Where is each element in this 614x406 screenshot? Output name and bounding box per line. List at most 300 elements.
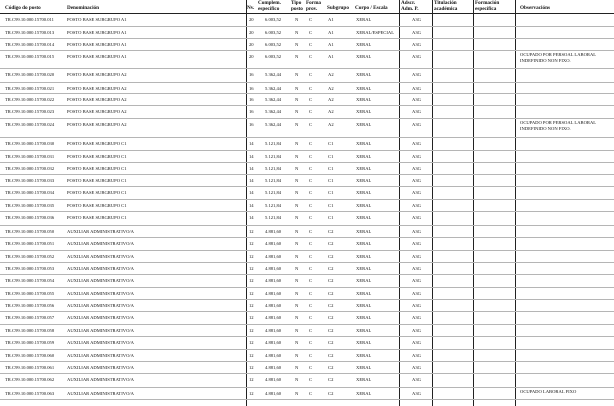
cell-codigo: TR.C99.10.000.15700.056 <box>5 303 55 308</box>
cell-adscr: A3G <box>412 86 421 91</box>
cell-subgrupo: C1 <box>328 166 334 171</box>
cell-forma: C <box>309 391 313 396</box>
cell-forma: C <box>309 190 313 195</box>
cell-codigo: TR.C99.10.000.15700.014 <box>5 42 55 47</box>
cell-complemento: 4.881,60 <box>265 254 282 259</box>
cell-nivel: 16 <box>249 97 254 102</box>
cell-complemento: 4.881,60 <box>265 291 282 296</box>
row-rule <box>0 38 614 39</box>
cell-corpo: XERAL <box>356 365 372 370</box>
cell-corpo: XERAL <box>356 154 372 159</box>
cell-tipo: N <box>295 54 299 59</box>
cell-denominacion: POSTO BASE SUBGRUPO C1 <box>67 178 127 183</box>
cell-tipo: N <box>295 391 299 396</box>
column-divider <box>515 0 516 406</box>
column-divider <box>432 0 433 406</box>
cell-forma: C <box>309 254 313 259</box>
cell-adscr: A3G <box>412 254 421 259</box>
cell-adscr: A3G <box>412 178 421 183</box>
cell-subgrupo: C2 <box>328 254 334 259</box>
cell-nivel: 20 <box>249 54 254 59</box>
cell-tipo: N <box>295 303 299 308</box>
cell-forma: C <box>309 141 313 146</box>
cell-forma: C <box>309 154 313 159</box>
cell-nivel: 12 <box>249 328 254 333</box>
cell-corpo: XERAL <box>356 278 372 283</box>
cell-forma: C <box>309 291 313 296</box>
column-divider <box>246 0 247 406</box>
row-rule <box>0 387 614 388</box>
row-rule <box>0 225 614 226</box>
cell-subgrupo: C1 <box>328 154 334 159</box>
cell-complemento: 4.881,60 <box>265 266 282 271</box>
cell-corpo: XERAL <box>356 203 372 208</box>
row-rule <box>0 299 614 300</box>
cell-tipo: N <box>295 97 299 102</box>
cell-adscr: A3G <box>412 166 421 171</box>
cell-adscr: A3G <box>412 122 421 127</box>
cell-codigo: TR.C99.10.000.15700.050 <box>5 229 55 234</box>
cell-adscr: A3G <box>412 291 421 296</box>
cell-subgrupo: A2 <box>328 97 334 102</box>
header-adscr: Adscr. Adm. P. <box>401 0 419 12</box>
cell-adscr: A3G <box>412 229 421 234</box>
row-rule <box>0 336 614 337</box>
cell-codigo: TR.C99.10.000.15700.058 <box>5 328 55 333</box>
row-rule <box>0 274 614 275</box>
cell-complemento: 4.881,60 <box>265 340 282 345</box>
cell-adscr: A3G <box>412 17 421 22</box>
cell-nivel: 12 <box>249 391 254 396</box>
cell-complemento: 4.881,60 <box>265 377 282 382</box>
row-rule <box>0 361 614 362</box>
cell-subgrupo: C2 <box>328 328 334 333</box>
cell-subgrupo: C2 <box>328 365 334 370</box>
cell-observaciones: OCUPADO POR PERSOAL LABORAL <box>520 120 597 125</box>
cell-nivel: 16 <box>249 86 254 91</box>
header-titulacion: Titulación académica <box>434 0 458 12</box>
cell-corpo: XERAL <box>356 340 372 345</box>
header-subgrupo: Subgrupo <box>327 5 349 11</box>
cell-tipo: N <box>295 254 299 259</box>
row-rule <box>0 162 614 163</box>
cell-codigo: TR.C99.10.000.15700.036 <box>5 215 55 220</box>
cell-codigo: TR.C99.10.000.15700.013 <box>5 30 55 35</box>
cell-complemento: 5.121,84 <box>265 203 282 208</box>
cell-complemento: 6.003,52 <box>265 30 282 35</box>
cell-subgrupo: A2 <box>328 86 334 91</box>
cell-tipo: N <box>295 190 299 195</box>
cell-adscr: A3G <box>412 97 421 102</box>
cell-corpo: XERAL <box>356 391 372 396</box>
cell-nivel: 12 <box>249 229 254 234</box>
cell-adscr: A3G <box>412 365 421 370</box>
cell-codigo: TR.C99.10.000.15700.022 <box>5 97 55 102</box>
cell-tipo: N <box>295 215 299 220</box>
cell-forma: C <box>309 266 313 271</box>
cell-adscr: A3G <box>412 109 421 114</box>
cell-subgrupo: C2 <box>328 377 334 382</box>
cell-nivel: 12 <box>249 365 254 370</box>
header-rule <box>0 13 614 14</box>
cell-corpo: XERAL <box>356 254 372 259</box>
cell-tipo: N <box>295 353 299 358</box>
cell-subgrupo: C1 <box>328 141 334 146</box>
cell-adscr: A3G <box>412 266 421 271</box>
cell-nivel: 14 <box>249 178 254 183</box>
cell-adscr: A3G <box>412 190 421 195</box>
cell-nivel: 12 <box>249 315 254 320</box>
cell-tipo: N <box>295 377 299 382</box>
column-divider <box>473 0 474 406</box>
cell-nivel: 20 <box>249 17 254 22</box>
cell-subgrupo: A2 <box>328 122 334 127</box>
cell-tipo: N <box>295 42 299 47</box>
cell-corpo: XERAL <box>356 303 372 308</box>
cell-complemento: 5.121,84 <box>265 190 282 195</box>
row-rule <box>0 399 614 400</box>
cell-observaciones: INDEFINIDO NON FIXO. <box>520 58 571 63</box>
cell-subgrupo: A1 <box>328 17 334 22</box>
cell-complemento: 4.881,60 <box>265 303 282 308</box>
cell-forma: C <box>309 340 313 345</box>
cell-codigo: TR.C99.10.000.15700.054 <box>5 278 55 283</box>
cell-nivel: 12 <box>249 291 254 296</box>
cell-complemento: 5.362,44 <box>265 122 282 127</box>
cell-corpo: XERAL <box>356 291 372 296</box>
cell-corpo: XERAL <box>356 72 372 77</box>
cell-adscr: A3G <box>412 203 421 208</box>
cell-nivel: 16 <box>249 109 254 114</box>
cell-complemento: 5.362,44 <box>265 109 282 114</box>
cell-codigo: TR.C99.10.000.15700.035 <box>5 203 55 208</box>
header-formacion: Formación específica <box>475 0 500 12</box>
cell-corpo: XERAL <box>356 178 372 183</box>
cell-subgrupo: C2 <box>328 266 334 271</box>
cell-adscr: A3G <box>412 154 421 159</box>
cell-corpo: XERAL <box>356 42 372 47</box>
cell-codigo: TR.C99.10.000.15700.052 <box>5 254 55 259</box>
cell-subgrupo: A1 <box>328 42 334 47</box>
cell-forma: C <box>309 303 313 308</box>
cell-corpo: XERAL <box>356 328 372 333</box>
cell-adscr: A3G <box>412 241 421 246</box>
cell-complemento: 4.881,60 <box>265 391 282 396</box>
cell-denominacion: POSTO BASE SUBGRUPO A1 <box>67 17 127 22</box>
cell-nivel: 12 <box>249 278 254 283</box>
cell-nivel: 12 <box>249 303 254 308</box>
cell-nivel: 12 <box>249 353 254 358</box>
cell-codigo: TR.C99.10.000.15700.032 <box>5 166 55 171</box>
cell-forma: C <box>309 109 313 114</box>
cell-denominacion: POSTO BASE SUBGRUPO A1 <box>67 42 127 47</box>
cell-forma: C <box>309 215 313 220</box>
cell-nivel: 12 <box>249 241 254 246</box>
header-tipo: Tipo posto <box>291 0 303 12</box>
row-rule <box>0 137 614 138</box>
cell-complemento: 6.003,52 <box>265 17 282 22</box>
cell-complemento: 5.121,84 <box>265 166 282 171</box>
cell-forma: C <box>309 42 313 47</box>
cell-subgrupo: C2 <box>328 241 334 246</box>
cell-nivel: 12 <box>249 266 254 271</box>
row-rule <box>0 118 614 119</box>
cell-corpo: XERAL <box>356 266 372 271</box>
cell-complemento: 4.881,60 <box>265 241 282 246</box>
cell-adscr: A3G <box>412 54 421 59</box>
row-rule <box>0 174 614 175</box>
cell-denominacion: POSTO BASE SUBGRUPO C1 <box>67 154 127 159</box>
cell-nivel: 12 <box>249 254 254 259</box>
cell-denominacion: AUXILIAR ADMINISTRATIVO/A <box>67 315 134 320</box>
row-rule <box>0 50 614 51</box>
cell-subgrupo: C2 <box>328 340 334 345</box>
cell-denominacion: POSTO BASE SUBGRUPO A2 <box>67 72 127 77</box>
cell-tipo: N <box>295 30 299 35</box>
cell-nivel: 20 <box>249 42 254 47</box>
cell-corpo: XERAL <box>356 54 372 59</box>
cell-observaciones: OCUPADO POR PERSOAL LABORAL <box>520 52 597 57</box>
row-rule <box>0 250 614 251</box>
cell-codigo: TR.C99.10.000.15700.024 <box>5 122 55 127</box>
cell-adscr: A3G <box>412 377 421 382</box>
cell-denominacion: POSTO BASE SUBGRUPO A2 <box>67 97 127 102</box>
cell-complemento: 4.881,60 <box>265 365 282 370</box>
cell-tipo: N <box>295 365 299 370</box>
cell-subgrupo: C2 <box>328 391 334 396</box>
cell-forma: C <box>309 328 313 333</box>
row-rule <box>0 26 614 27</box>
row-rule <box>0 82 614 83</box>
cell-corpo: XERAL <box>356 215 372 220</box>
header-complemento: Complem. específico <box>258 0 281 12</box>
cell-corpo: XERAL <box>356 166 372 171</box>
cell-forma: C <box>309 377 313 382</box>
cell-adscr: A3G <box>412 42 421 47</box>
cell-codigo: TR.C99.10.000.15700.057 <box>5 315 55 320</box>
cell-corpo: XERAL <box>356 190 372 195</box>
cell-denominacion: AUXILIAR ADMINISTRATIVO/A <box>67 254 134 259</box>
cell-denominacion: AUXILIAR ADMINISTRATIVO/A <box>67 291 134 296</box>
row-rule <box>0 211 614 212</box>
cell-adscr: A3G <box>412 340 421 345</box>
cell-subgrupo: C2 <box>328 278 334 283</box>
cell-complemento: 6.003,52 <box>265 54 282 59</box>
row-rule <box>0 262 614 263</box>
header-nivel: Nv. <box>247 5 255 11</box>
cell-denominacion: POSTO BASE SUBGRUPO A2 <box>67 109 127 114</box>
cell-corpo: XERAL/ESPECIAL <box>356 30 395 35</box>
cell-denominacion: AUXILIAR ADMINISTRATIVO/A <box>67 278 134 283</box>
cell-complemento: 4.881,60 <box>265 278 282 283</box>
row-rule <box>0 186 614 187</box>
cell-subgrupo: A1 <box>328 54 334 59</box>
cell-subgrupo: C2 <box>328 229 334 234</box>
cell-corpo: XERAL <box>356 86 372 91</box>
cell-tipo: N <box>295 141 299 146</box>
cell-forma: C <box>309 166 313 171</box>
cell-complemento: 5.121,84 <box>265 154 282 159</box>
cell-codigo: TR.C99.10.000.15700.021 <box>5 86 55 91</box>
cell-subgrupo: A2 <box>328 109 334 114</box>
cell-forma: C <box>309 315 313 320</box>
cell-observaciones: OCUPADO LABORAL FIXO <box>520 389 577 394</box>
cell-denominacion: POSTO BASE SUBGRUPO A2 <box>67 122 127 127</box>
cell-subgrupo: C2 <box>328 353 334 358</box>
cell-corpo: XERAL <box>356 17 372 22</box>
cell-adscr: A3G <box>412 30 421 35</box>
row-rule <box>0 105 614 106</box>
cell-adscr: A3G <box>412 328 421 333</box>
row-rule <box>0 199 614 200</box>
cell-complemento: 4.881,60 <box>265 229 282 234</box>
cell-denominacion: AUXILIAR ADMINISTRATIVO/A <box>67 365 134 370</box>
cell-codigo: TR.C99.10.000.15700.055 <box>5 291 55 296</box>
cell-complemento: 4.881,60 <box>265 328 282 333</box>
cell-subgrupo: C1 <box>328 215 334 220</box>
cell-complemento: 5.362,44 <box>265 86 282 91</box>
cell-denominacion: POSTO BASE SUBGRUPO C1 <box>67 215 127 220</box>
cell-nivel: 14 <box>249 166 254 171</box>
cell-forma: C <box>309 278 313 283</box>
cell-tipo: N <box>295 291 299 296</box>
cell-denominacion: AUXILIAR ADMINISTRATIVO/A <box>67 328 134 333</box>
cell-nivel: 14 <box>249 154 254 159</box>
cell-forma: C <box>309 72 313 77</box>
cell-corpo: XERAL <box>356 353 372 358</box>
cell-nivel: 14 <box>249 215 254 220</box>
cell-subgrupo: C1 <box>328 190 334 195</box>
cell-forma: C <box>309 178 313 183</box>
cell-complemento: 5.362,44 <box>265 72 282 77</box>
cell-complemento: 4.881,60 <box>265 315 282 320</box>
cell-codigo: TR.C99.10.000.15700.059 <box>5 340 55 345</box>
cell-corpo: XERAL <box>356 377 372 382</box>
cell-codigo: TR.C99.10.000.15700.033 <box>5 178 55 183</box>
row-rule <box>0 373 614 374</box>
cell-denominacion: AUXILIAR ADMINISTRATIVO/A <box>67 229 134 234</box>
cell-forma: C <box>309 97 313 102</box>
cell-forma: C <box>309 229 313 234</box>
cell-adscr: A3G <box>412 215 421 220</box>
row-rule <box>0 287 614 288</box>
cell-denominacion: AUXILIAR ADMINISTRATIVO/A <box>67 340 134 345</box>
cell-corpo: XERAL <box>356 141 372 146</box>
cell-nivel: 14 <box>249 203 254 208</box>
cell-corpo: XERAL <box>356 97 372 102</box>
cell-nivel: 14 <box>249 141 254 146</box>
cell-subgrupo: A1 <box>328 30 334 35</box>
cell-codigo: TR.C99.10.000.15700.020 <box>5 72 55 77</box>
cell-tipo: N <box>295 266 299 271</box>
column-divider <box>399 0 400 406</box>
cell-tipo: N <box>295 340 299 345</box>
cell-subgrupo: A2 <box>328 72 334 77</box>
header-forma: Forma prov. <box>306 0 321 12</box>
cell-codigo: TR.C99.10.000.15700.015 <box>5 54 55 59</box>
cell-codigo: TR.C99.10.000.15700.011 <box>5 17 54 22</box>
cell-adscr: A3G <box>412 315 421 320</box>
cell-corpo: XERAL <box>356 315 372 320</box>
cell-denominacion: AUXILIAR ADMINISTRATIVO/A <box>67 241 134 246</box>
cell-denominacion: POSTO BASE SUBGRUPO A1 <box>67 54 127 59</box>
cell-adscr: A3G <box>412 353 421 358</box>
cell-denominacion: POSTO BASE SUBGRUPO C1 <box>67 203 127 208</box>
header-denominacion: Denominación <box>67 5 99 11</box>
row-rule <box>0 237 614 238</box>
cell-codigo: TR.C99.10.000.15700.034 <box>5 190 55 195</box>
cell-denominacion: AUXILIAR ADMINISTRATIVO/A <box>67 377 134 382</box>
row-rule <box>0 324 614 325</box>
cell-tipo: N <box>295 154 299 159</box>
cell-subgrupo: C1 <box>328 203 334 208</box>
cell-adscr: A3G <box>412 391 421 396</box>
cell-tipo: N <box>295 178 299 183</box>
cell-codigo: TR.C99.10.000.15700.031 <box>5 154 55 159</box>
cell-codigo: TR.C99.10.000.15700.063 <box>5 391 55 396</box>
cell-nivel: 16 <box>249 122 254 127</box>
header-corpo: Corpo / Escala <box>355 5 388 11</box>
cell-complemento: 4.881,60 <box>265 353 282 358</box>
cell-nivel: 12 <box>249 340 254 345</box>
cell-denominacion: POSTO BASE SUBGRUPO C1 <box>67 141 127 146</box>
cell-denominacion: AUXILIAR ADMINISTRATIVO/A <box>67 266 134 271</box>
cell-subgrupo: C1 <box>328 178 334 183</box>
cell-adscr: A3G <box>412 72 421 77</box>
cell-complemento: 5.121,84 <box>265 141 282 146</box>
cell-codigo: TR.C99.10.000.15700.023 <box>5 109 55 114</box>
cell-complemento: 5.362,44 <box>265 97 282 102</box>
cell-tipo: N <box>295 241 299 246</box>
cell-nivel: 16 <box>249 72 254 77</box>
cell-codigo: TR.C99.10.000.15700.030 <box>5 141 55 146</box>
cell-tipo: N <box>295 278 299 283</box>
cell-denominacion: POSTO BASE SUBGRUPO A2 <box>67 86 127 91</box>
cell-denominacion: AUXILIAR ADMINISTRATIVO/A <box>67 303 134 308</box>
cell-tipo: N <box>295 229 299 234</box>
row-rule <box>0 68 614 69</box>
cell-nivel: 12 <box>249 377 254 382</box>
row-rule <box>0 150 614 151</box>
cell-subgrupo: C2 <box>328 315 334 320</box>
cell-denominacion: AUXILIAR ADMINISTRATIVO/A <box>67 353 134 358</box>
cell-denominacion: POSTO BASE SUBGRUPO A1 <box>67 30 127 35</box>
row-rule <box>0 311 614 312</box>
cell-nivel: 20 <box>249 30 254 35</box>
cell-forma: C <box>309 203 313 208</box>
cell-forma: C <box>309 17 313 22</box>
cell-adscr: A3G <box>412 303 421 308</box>
cell-tipo: N <box>295 166 299 171</box>
row-rule <box>0 349 614 350</box>
cell-corpo: XERAL <box>356 109 372 114</box>
cell-adscr: A3G <box>412 141 421 146</box>
cell-corpo: XERAL <box>356 241 372 246</box>
cell-subgrupo: C2 <box>328 303 334 308</box>
cell-forma: C <box>309 30 313 35</box>
cell-complemento: 6.003,52 <box>265 42 282 47</box>
cell-codigo: TR.C99.10.000.15700.053 <box>5 266 55 271</box>
cell-corpo: XERAL <box>356 229 372 234</box>
cell-tipo: N <box>295 17 299 22</box>
cell-forma: C <box>309 86 313 91</box>
cell-complemento: 5.121,84 <box>265 215 282 220</box>
cell-denominacion: POSTO BASE SUBGRUPO C1 <box>67 190 127 195</box>
cell-tipo: N <box>295 315 299 320</box>
cell-forma: C <box>309 241 313 246</box>
cell-corpo: XERAL <box>356 122 372 127</box>
cell-tipo: N <box>295 109 299 114</box>
